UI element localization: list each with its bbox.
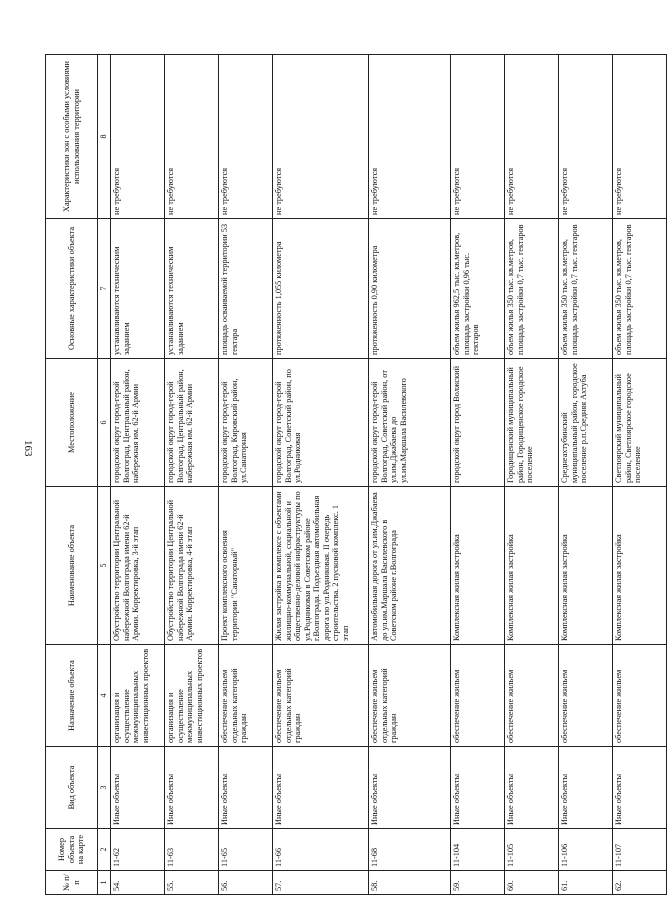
table-row: [273, 55, 369, 895]
table-cell: объем жилья 350 тыс. кв.метров, площадь застройки 0,7 тыс. гектаров: [559, 219, 613, 359]
table-cell: объем жилья 350 тыс. кв.метров, площадь застройки 0,7 тыс. гектаров: [613, 219, 667, 359]
table-row: [505, 55, 559, 895]
table-cell: Иные объекты: [559, 747, 613, 829]
header-cell: Местоположение: [46, 359, 98, 487]
column-number: 8: [98, 55, 111, 219]
table-cell: не требуются: [111, 55, 165, 219]
table-cell: Комплексная жилая застройка: [559, 487, 613, 645]
column-number: 4: [98, 645, 111, 747]
table-cell: 58.: [369, 871, 451, 895]
table-cell: 60.: [505, 871, 559, 895]
table-cell: не требуются: [219, 55, 273, 219]
table-cell: Комплексная жилая застройка: [451, 487, 505, 645]
table-cell: обеспечение жильем отдельных категорий граждан: [369, 645, 451, 747]
table-cell: Жилая застройка в комплексе с объектами жилищно-коммунальной, социальной и общественно-деловой инфраструктуры по ул.Родниковая в Советском районе г.Волгограда. Подъездная автомобильная дорога по ул.Родниковая. II очередь строительства. 2 пусковой комплекс. 1 этап: [273, 487, 369, 645]
column-number: 3: [98, 747, 111, 829]
header-cell: Характеристики зон с особыми условиями использования территории: [46, 55, 98, 219]
table-cell: объем жилья 962,5 тыс. кв.метров, площадь застройки 0,96 тыс. гектаров: [451, 219, 505, 359]
column-number: 1: [98, 871, 111, 895]
table-cell: 57.: [273, 871, 369, 895]
table-cell: объем жилья 350 тыс. кв.метров, площадь застройки 0,7 тыс. гектаров: [505, 219, 559, 359]
header-cell: Назначение объекта: [46, 645, 98, 747]
table-cell: городской округ город-герой Волгоград, Советский район, по ул.Родниковая: [273, 359, 369, 487]
table-cell: Иные объекты: [613, 747, 667, 829]
table-cell: организация и осуществление межмуниципальных инвестиционных проектов: [165, 645, 219, 747]
table-cell: Обустройство территории Центральной набережной Волгограда имени 62-й Армии. Корректировка, 3-й этап: [111, 487, 165, 645]
header-cell: Наименование объекта: [46, 487, 98, 645]
objects-table: [45, 54, 667, 895]
table-cell: городской округ город Волжский: [451, 359, 505, 487]
table-cell: Иные объекты: [273, 747, 369, 829]
table-cell: 56.: [219, 871, 273, 895]
table-cell: обеспечение жильем: [451, 645, 505, 747]
table-cell: 11-105: [505, 829, 559, 871]
table-cell: городской округ город-герой Волгоград, Советский район, от ул.им.Джабаева до ул.им.Маршала Василевского: [369, 359, 451, 487]
table-cell: не требуются: [451, 55, 505, 219]
table-cell: 11-62: [111, 829, 165, 871]
table-cell: 11-107: [613, 829, 667, 871]
table-header-row: [46, 55, 98, 895]
table-cell: не требуются: [273, 55, 369, 219]
table-row: [613, 55, 667, 895]
table-cell: обеспечение жильем: [505, 645, 559, 747]
header-cell: Основные характеристики объекта: [46, 219, 98, 359]
rotated-table-wrapper: [45, 55, 643, 895]
table-row: [451, 55, 505, 895]
column-number-row: [98, 55, 111, 895]
table-cell: Светлоярский муниципальный район, Светлоярское городское поселение: [613, 359, 667, 487]
table-cell: 11-106: [559, 829, 613, 871]
table-row: [559, 55, 613, 895]
table-cell: 59.: [451, 871, 505, 895]
table-cell: не требуются: [505, 55, 559, 219]
table-cell: протяженность 0,90 километра: [369, 219, 451, 359]
table-cell: Иные объекты: [111, 747, 165, 829]
table-cell: Среднеахтубинский муниципальный район, городское поселение р.п.Средняя Ахтуба: [559, 359, 613, 487]
table-cell: Иные объекты: [165, 747, 219, 829]
table-cell: не требуются: [165, 55, 219, 219]
table-cell: 61.: [559, 871, 613, 895]
table-cell: обеспечение жильем отдельных категорий граждан: [219, 645, 273, 747]
table-cell: Автомобильная дорога от ул.им.Джабаева до ул.им.Маршала Василевского в Советском районе г.Волгограда: [369, 487, 451, 645]
table-cell: не требуются: [369, 55, 451, 219]
column-number: 6: [98, 359, 111, 487]
table-cell: протяженность 1,055 километра: [273, 219, 369, 359]
table-cell: 11-65: [219, 829, 273, 871]
table-cell: Городищенский муниципальный район, Городищенское городское поселение: [505, 359, 559, 487]
table-cell: обеспечение жильем: [559, 645, 613, 747]
page-number: 163: [22, 440, 34, 457]
column-number: 2: [98, 829, 111, 871]
table-cell: Проект комплексного освоения территории "Санаторный": [219, 487, 273, 645]
table-cell: площадь осваиваемой территории 53 гектара: [219, 219, 273, 359]
table-cell: 11-66: [273, 829, 369, 871]
table-cell: не требуются: [613, 55, 667, 219]
table-body: [111, 55, 667, 895]
table-cell: 11-68: [369, 829, 451, 871]
table-cell: Иные объекты: [451, 747, 505, 829]
table-cell: Обустройство территории Центральной набережной Волгограда имени 62-й Армии. Корректировка, 4-й этап: [165, 487, 219, 645]
table-cell: Комплексная жилая застройка: [613, 487, 667, 645]
table-row: [219, 55, 273, 895]
table-cell: обеспечение жильем отдельных категорий граждан: [273, 645, 369, 747]
table-cell: городской округ город-герой Волгоград, Центральный район, набережная им. 62-й Армии: [111, 359, 165, 487]
table-cell: 11-104: [451, 829, 505, 871]
table-cell: организация и осуществление межмуниципальных инвестиционных проектов: [111, 645, 165, 747]
header-cell: Вид объекта: [46, 747, 98, 829]
table-cell: 55.: [165, 871, 219, 895]
table-row: [165, 55, 219, 895]
header-cell: Номер объекта на карте: [46, 829, 98, 871]
header-cell: № п/п: [46, 871, 98, 895]
table-cell: 11-63: [165, 829, 219, 871]
table-cell: Иные объекты: [369, 747, 451, 829]
table-cell: устанавливаются техническим заданием: [165, 219, 219, 359]
column-number: 5: [98, 487, 111, 645]
table-cell: обеспечение жильем: [613, 645, 667, 747]
table-cell: Иные объекты: [505, 747, 559, 829]
table-cell: городской округ город-герой Волгоград, Кировский район, ул.Санаторная: [219, 359, 273, 487]
table-cell: не требуются: [559, 55, 613, 219]
column-number: 7: [98, 219, 111, 359]
table-row: [369, 55, 451, 895]
table-cell: городской округ город-герой Волгоград, Центральный район, набережная им. 62-й Армии: [165, 359, 219, 487]
table-cell: 62.: [613, 871, 667, 895]
table-row: [111, 55, 165, 895]
table-cell: Иные объекты: [219, 747, 273, 829]
table-cell: устанавливаются техническим заданием: [111, 219, 165, 359]
table-cell: 54.: [111, 871, 165, 895]
table-cell: Комплексная жилая застройка: [505, 487, 559, 645]
